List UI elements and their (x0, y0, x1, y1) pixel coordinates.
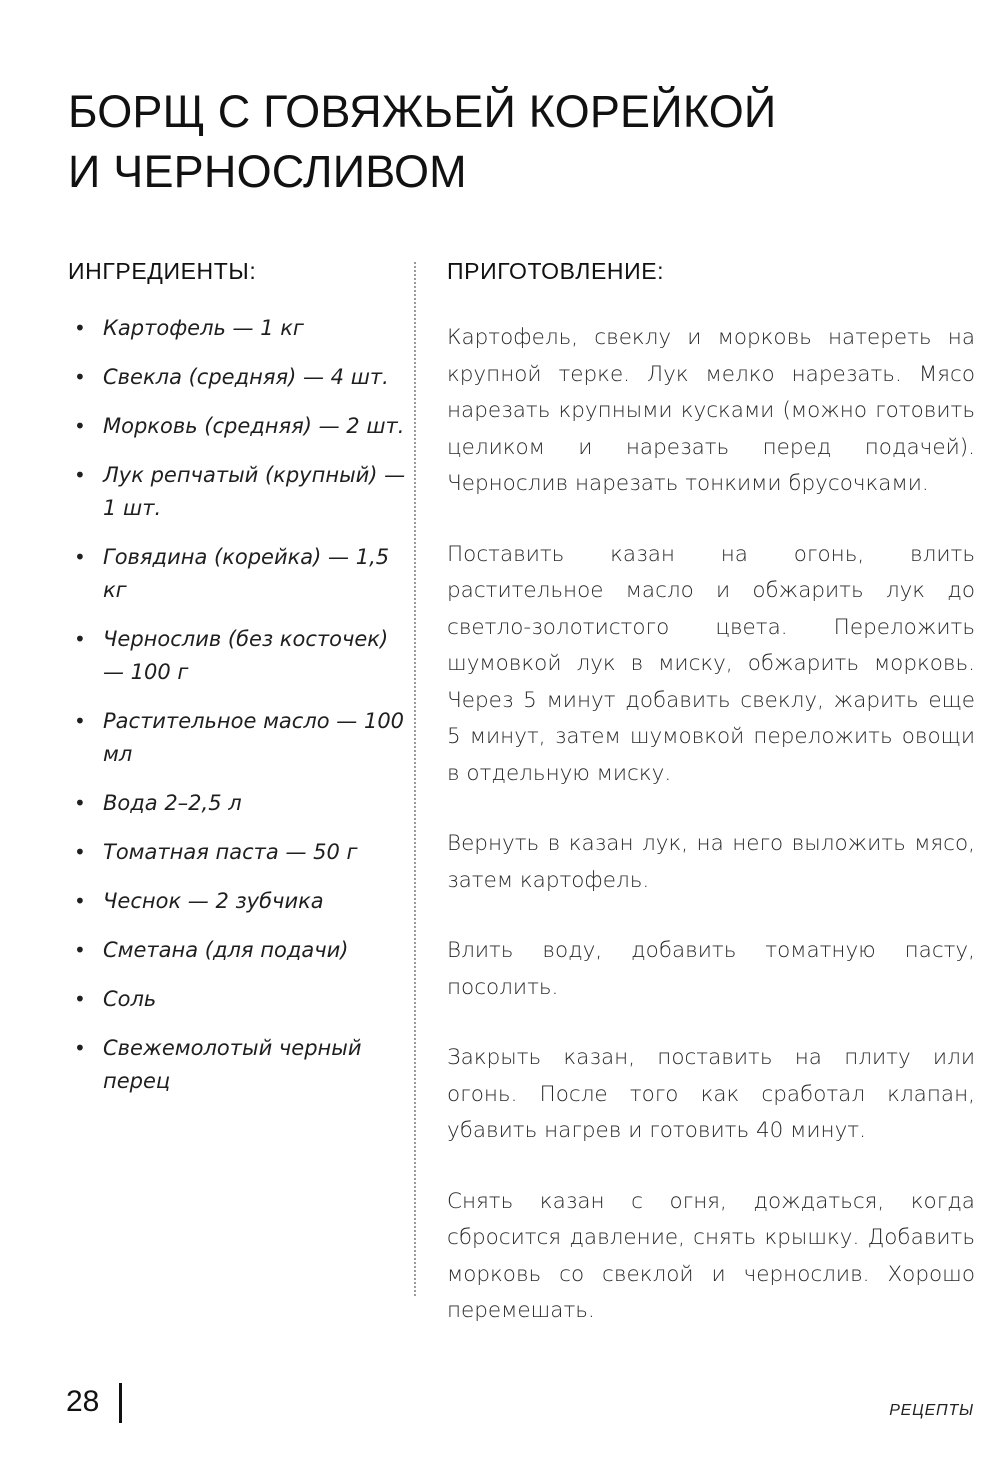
ingredient-item (74, 459, 414, 525)
bullet-icon: • (74, 463, 86, 487)
ingredient-text: Томатная паста — 50 г (103, 840, 358, 864)
ingredient-item (74, 541, 414, 607)
bullet-icon: • (74, 627, 86, 651)
page-number-divider (119, 1383, 122, 1423)
recipe-title-line-1: БОРЩ С ГОВЯЖЬЕЙ КОРЕЙКОЙ (68, 86, 777, 137)
bullet-icon: • (74, 414, 86, 438)
method-step: Снять казан с огня, дождаться, когда сбросится давление, снять крышку. Добавить морковь со свеклой и чернослив. Хорошо перемешать. (447, 1188, 975, 1323)
bullet-icon: • (74, 791, 86, 815)
ingredient-text: Свежемолотый черный перец (103, 1036, 362, 1093)
ingredient-item (74, 705, 414, 771)
bullet-icon: • (74, 709, 86, 733)
ingredient-text: Картофель — 1 кг (103, 316, 304, 340)
ingredients-list (74, 312, 414, 1114)
ingredient-item (74, 1032, 414, 1098)
ingredient-text: Морковь (средняя) — 2 шт. (103, 414, 405, 438)
method-step: Вернуть в казан лук, на него выложить мясо, затем картофель. (447, 831, 975, 893)
ingredient-item (74, 983, 414, 1016)
ingredient-text: Соль (103, 987, 157, 1011)
ingredient-item (74, 836, 414, 869)
method-step: Влить воду, добавить томатную пасту, посолить. (447, 938, 975, 1000)
ingredient-item (74, 410, 414, 443)
recipe-title (68, 82, 948, 202)
ingredient-text: Сметана (для подачи) (103, 938, 349, 962)
ingredient-text: Лук репчатый (крупный) — 1 шт. (103, 463, 406, 520)
ingredient-item (74, 361, 414, 394)
recipe-title-line-2: И ЧЕРНОСЛИВОМ (68, 146, 467, 197)
ingredient-text: Свекла (средняя) — 4 шт. (103, 365, 389, 389)
bullet-icon: • (74, 889, 86, 913)
bullet-icon: • (74, 365, 86, 389)
method-step: Поставить казан на огонь, влить растительное масло и обжарить лук до светло-золотистого цвета. Переложить шумовкой лук в миску, обжарить морковь. Через 5 минут добавить свеклу, жарить еще 5 минут, затем шумовкой переложить овощи в отдельную миску. (447, 541, 975, 786)
page-number: 28 (66, 1385, 100, 1418)
bullet-icon: • (74, 987, 86, 1011)
ingredient-item (74, 312, 414, 345)
bullet-icon: • (74, 840, 86, 864)
ingredient-item (74, 623, 414, 689)
bullet-icon: • (74, 938, 86, 962)
ingredient-text: Растительное масло — 100 мл (103, 709, 405, 766)
method-step: Картофель, свеклу и морковь натереть на крупной терке. Лук мелко нарезать. Мясо нарезать крупными кусками (можно готовить целиком и нарезать перед подачей). Чернослив нарезать тонкими брусочками. (447, 325, 975, 496)
ingredient-item (74, 787, 414, 820)
method-heading: ПРИГОТОВЛЕНИЕ: (447, 258, 665, 284)
bullet-icon: • (74, 545, 86, 569)
bullet-icon: • (74, 1036, 86, 1060)
ingredient-item (74, 934, 414, 967)
column-divider (414, 262, 416, 1296)
ingredient-text: Говядина (корейка) — 1,5 кг (103, 545, 390, 602)
ingredient-text: Чеснок — 2 зубчика (103, 889, 324, 913)
ingredient-text: Вода 2–2,5 л (103, 791, 242, 815)
bullet-icon: • (74, 316, 86, 340)
ingredient-text: Чернослив (без косточек) — 100 г (103, 627, 389, 684)
method-steps (447, 320, 975, 1364)
section-label: РЕЦЕПТЫ (889, 1402, 974, 1419)
ingredients-heading: ИНГРЕДИЕНТЫ: (68, 258, 257, 284)
method-step: Закрыть казан, поставить на плиту или огонь. После того как сработал клапан, убавить нагрев и готовить 40 минут. (447, 1045, 975, 1143)
ingredient-item (74, 885, 414, 918)
